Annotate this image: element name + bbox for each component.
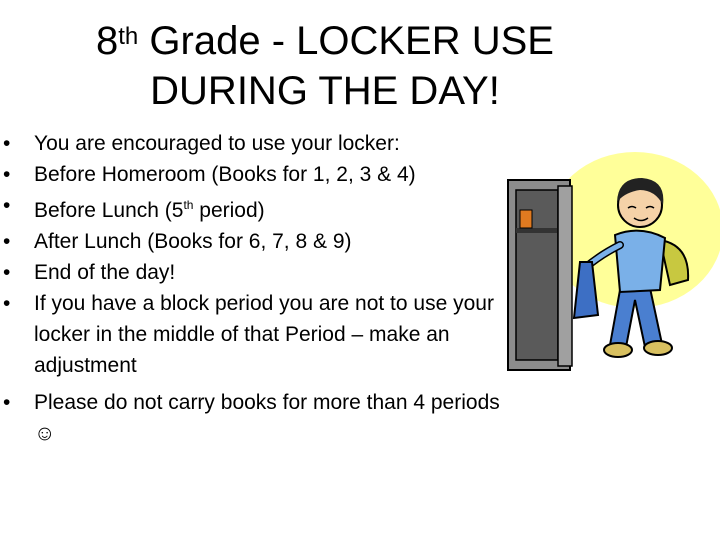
locker-shelf bbox=[516, 228, 558, 233]
bullet-item: • End of the day! bbox=[0, 257, 520, 288]
locker-book bbox=[520, 210, 532, 228]
bullet-list bbox=[0, 128, 520, 449]
bullet-item: • After Lunch (Books for 6, 7, 8 & 9) bbox=[0, 226, 520, 257]
title-ordinal-suffix: th bbox=[118, 23, 139, 50]
left-shoe bbox=[604, 343, 632, 357]
student-at-locker-clipart bbox=[500, 150, 720, 380]
title-text: Grade - LOCKER USE bbox=[149, 19, 554, 63]
bullet-ordinal-suffix: th bbox=[183, 198, 194, 212]
locker-door bbox=[558, 186, 572, 366]
bullet-item: • If you have a block period you are not to use your locker in the middle of that Period – make an adjustment bbox=[0, 288, 520, 381]
bullet-item bbox=[0, 190, 520, 226]
shirt bbox=[615, 231, 665, 292]
right-shoe bbox=[644, 341, 672, 355]
bullet-item: • Before Homeroom (Books for 1, 2, 3 & 4) bbox=[0, 159, 520, 190]
bullet-item: • You are encouraged to use your locker: bbox=[0, 128, 520, 159]
bullet-item: • Please do not carry books for more than 4 periods ☺ bbox=[0, 387, 520, 449]
title-grade-number: 8 bbox=[96, 19, 119, 63]
slide-title bbox=[40, 16, 610, 116]
bullet-text: period) bbox=[193, 199, 265, 222]
title-line-1 bbox=[40, 16, 610, 66]
bullet-text: Before Lunch (5 bbox=[34, 199, 184, 222]
title-line-2: DURING THE DAY! bbox=[150, 69, 500, 113]
